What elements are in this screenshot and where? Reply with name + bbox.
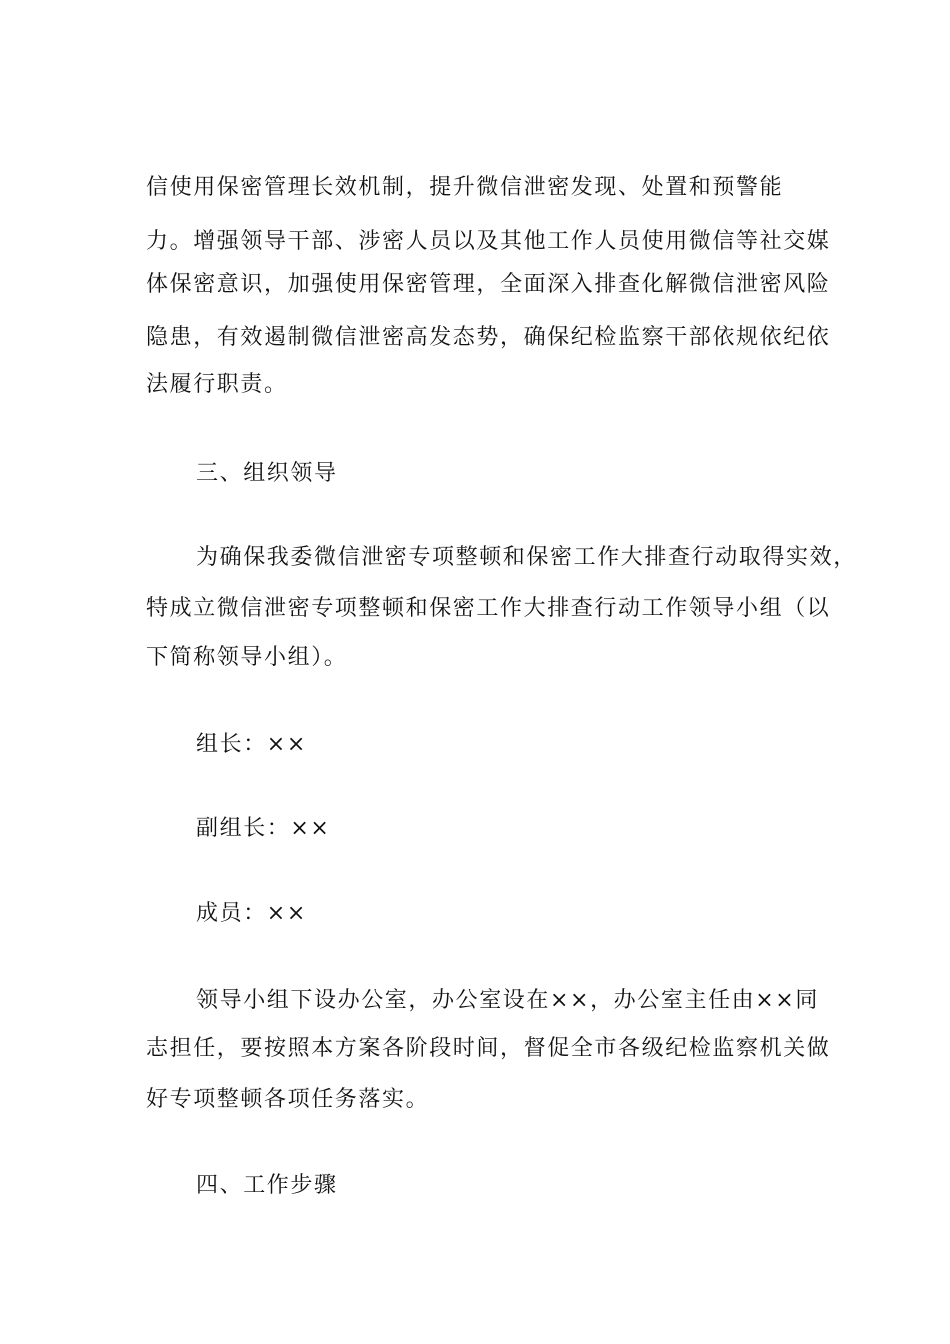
paragraph-line: 隐患，有效遏制微信泄密高发态势，确保纪检监察干部依规依纪依 (146, 325, 831, 350)
paragraph-line: 下简称领导小组）。 (146, 645, 348, 670)
paragraph-line: 信使用保密管理长效机制，提升微信泄密发现、处置和预警能 (146, 175, 784, 200)
paragraph-line: 志担任，要按照本方案各阶段时间，督促全市各级纪检监察机关做 (146, 1036, 831, 1061)
leader-line: 组长：×× (196, 732, 307, 757)
section-heading: 四、工作步骤 (196, 1173, 338, 1198)
paragraph-line: 为确保我委微信泄密专项整顿和保密工作大排查行动取得实效， (196, 545, 857, 570)
paragraph-line: 特成立微信泄密专项整顿和保密工作大排查行动工作领导小组（以 (146, 596, 831, 621)
section-heading: 三、组织领导 (196, 461, 338, 486)
paragraph-line: 领导小组下设办公室，办公室设在××，办公室主任由××同 (196, 988, 819, 1013)
paragraph-line: 体保密意识，加强使用保密管理，全面深入排查化解微信泄密风险 (146, 272, 831, 297)
members-line: 成员：×× (196, 901, 307, 926)
paragraph-line: 法履行职责。 (146, 372, 288, 397)
paragraph-line: 力。增强领导干部、涉密人员以及其他工作人员使用微信等社交媒 (146, 229, 831, 254)
deputy-leader-line: 副组长：×× (196, 816, 331, 841)
paragraph-line: 好专项整顿各项任务落实。 (146, 1087, 430, 1112)
